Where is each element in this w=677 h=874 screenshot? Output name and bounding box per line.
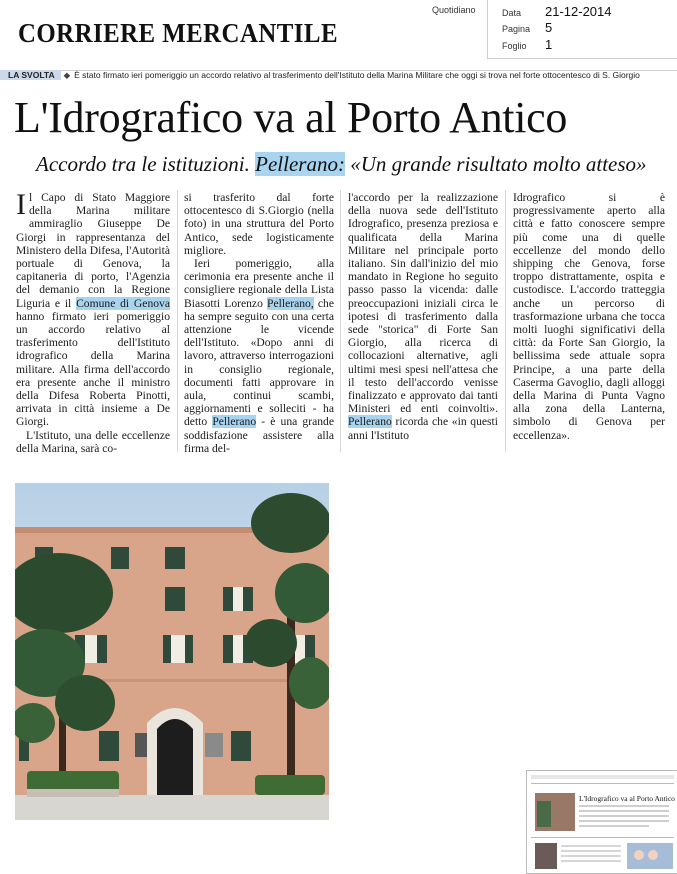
article-column-1 [16,188,170,455]
subhead-lead: Accordo tra le istituzioni. [36,152,250,176]
highlight-pellerano: Pellerano [212,415,257,429]
istituto-idrografico-photo [15,483,329,820]
article-column-3 [348,191,498,442]
paragraph-text: che ha sempre seguito con una certa attenzione le vicende dell'Istituto. «Dopo anni di lavoro, attraverso interrogazioni in consiglio regionale, documenti fatti approvare in aula, continui scambi, aggiornamenti e solleciti - ha detto [184,296,334,429]
hedge [255,775,325,795]
clipping-metadata [487,0,677,59]
paragraph: si trasferito dal forte ottocentesco di S.Giorgio (nella foto) in una struttura del Porto Antico, sede logisticamente migliore. [184,191,334,257]
paragraph [184,257,334,455]
highlight-pellerano: Pellerano [348,415,392,429]
highlight-comune-di-genova: Comune di Genova [76,296,170,310]
page-header [0,0,677,71]
subhead-quote: «Un grande risultato molto atteso» [350,152,647,176]
diamond-icon: ◆ [63,70,71,80]
highlight-pellerano: Pellerano, [267,296,314,310]
article-column-2 [184,191,334,455]
column-divider [505,190,506,452]
article-subhead [36,151,676,177]
paragraph-text: l'accordo per la realizzazione della nuova sede dell'Istituto Idrografico, presenza preziosa e qualificata della Marina Militare nel principale porto italiano. Sin dall'inizio del mio mandato in Regione ho seguito passo passo la vicenda: dalle preoccupazioni iniziali circa le ipotesi di trasferimento dalla sede "storica" di Forte San Giorgio, alla ricerca di collocazioni alternative, agli ultimi mesi spesi nell'attesa che il testo dell'accordo venisse finalizzato e approvato dai tanti Ministeri ed enti coinvolti». [348,191,498,416]
newspaper-masthead: CORRIERE MERCANTILE [18,18,338,48]
subhead-highlight-name: Pellerano: [255,152,345,176]
strap-text: È stato firmato ieri pomeriggio un accordo relativo al trasferimento dell'Istituto della Marina Militare che oggi si trova nel forte ottocentesco di S. Giorgio [74,70,640,80]
paragraph-text: ricorda che «in questi anni l'Istituto [348,415,498,442]
paragraph-text: l Capo di Stato Maggiore della Marina militare ammiraglio Giuseppe De Giorgi in rappresentanza del Ministero della Difesa, l'Autorità portuale di Genova, la capitaneria di porto, l'Agenzia del demanio con la Regione Liguria e il [16,191,170,310]
paragraph [16,188,170,429]
sheet-label: Foglio [502,41,527,51]
date-label: Data [502,8,522,18]
periodicity-label: Quotidiano [432,5,476,15]
paragraph [348,191,498,442]
thumbnail-illustration [527,771,677,873]
drop-cap: I [16,188,26,221]
paragraph: L'Istituto, una delle eccellenze della Marina, sarà co- [16,428,170,455]
column-divider [177,190,178,452]
strap-line [0,70,677,82]
paragraph-text: Ieri pomeriggio, alla cerimonia era presente anche il consigliere regionale della Lista Biasotti Lorenzo [184,257,334,310]
sheet-value: 1 [545,37,553,52]
article-headline: L'Idrografico va al Porto Antico [14,93,568,142]
building-illustration [15,483,329,820]
column-divider [340,190,341,452]
paragraph-text: hanno firmato ieri pomeriggio un accordo relativo al trasferimento dell'Istituto idrografico della Marina militare. Alla firma dell'accordo era presente anche il ministro della Difesa Roberta Pinotti, arrivata in città insieme a De Giorgi. [16,309,170,429]
page-thumbnail [526,770,677,874]
thumbnail-headline: L'Idrografico va al Porto Antico [579,794,675,803]
date-value: 21-12-2014 [545,4,612,19]
page-label: Pagina [502,24,531,34]
page-value: 5 [545,20,553,35]
paragraph-text: - è una grande soddisfazione assistere alla firma del- [184,415,334,455]
article-column-4 [513,191,665,442]
strap-tag: LA SVOLTA [0,70,61,80]
paragraph: Idrografico si è progressivamente aperto alla città e fatto conoscere sempre più come una di quelle eccellenze del mondo dello shipping che Genova, forse troppo distrattamente, ospita e custodisce. L'accordo tratteggia anche un percorso di trasformazione urbana che tocca molti luoghi significativi della città: da Forte San Giorgio, la bellissima sede attuale sopra Principe, a una parte della Caserma Gavoglio, dagli alloggi della Marina di Punta Vagno alla zona della Lanterna, simbolo di Genova per eccellenza». [513,191,665,442]
